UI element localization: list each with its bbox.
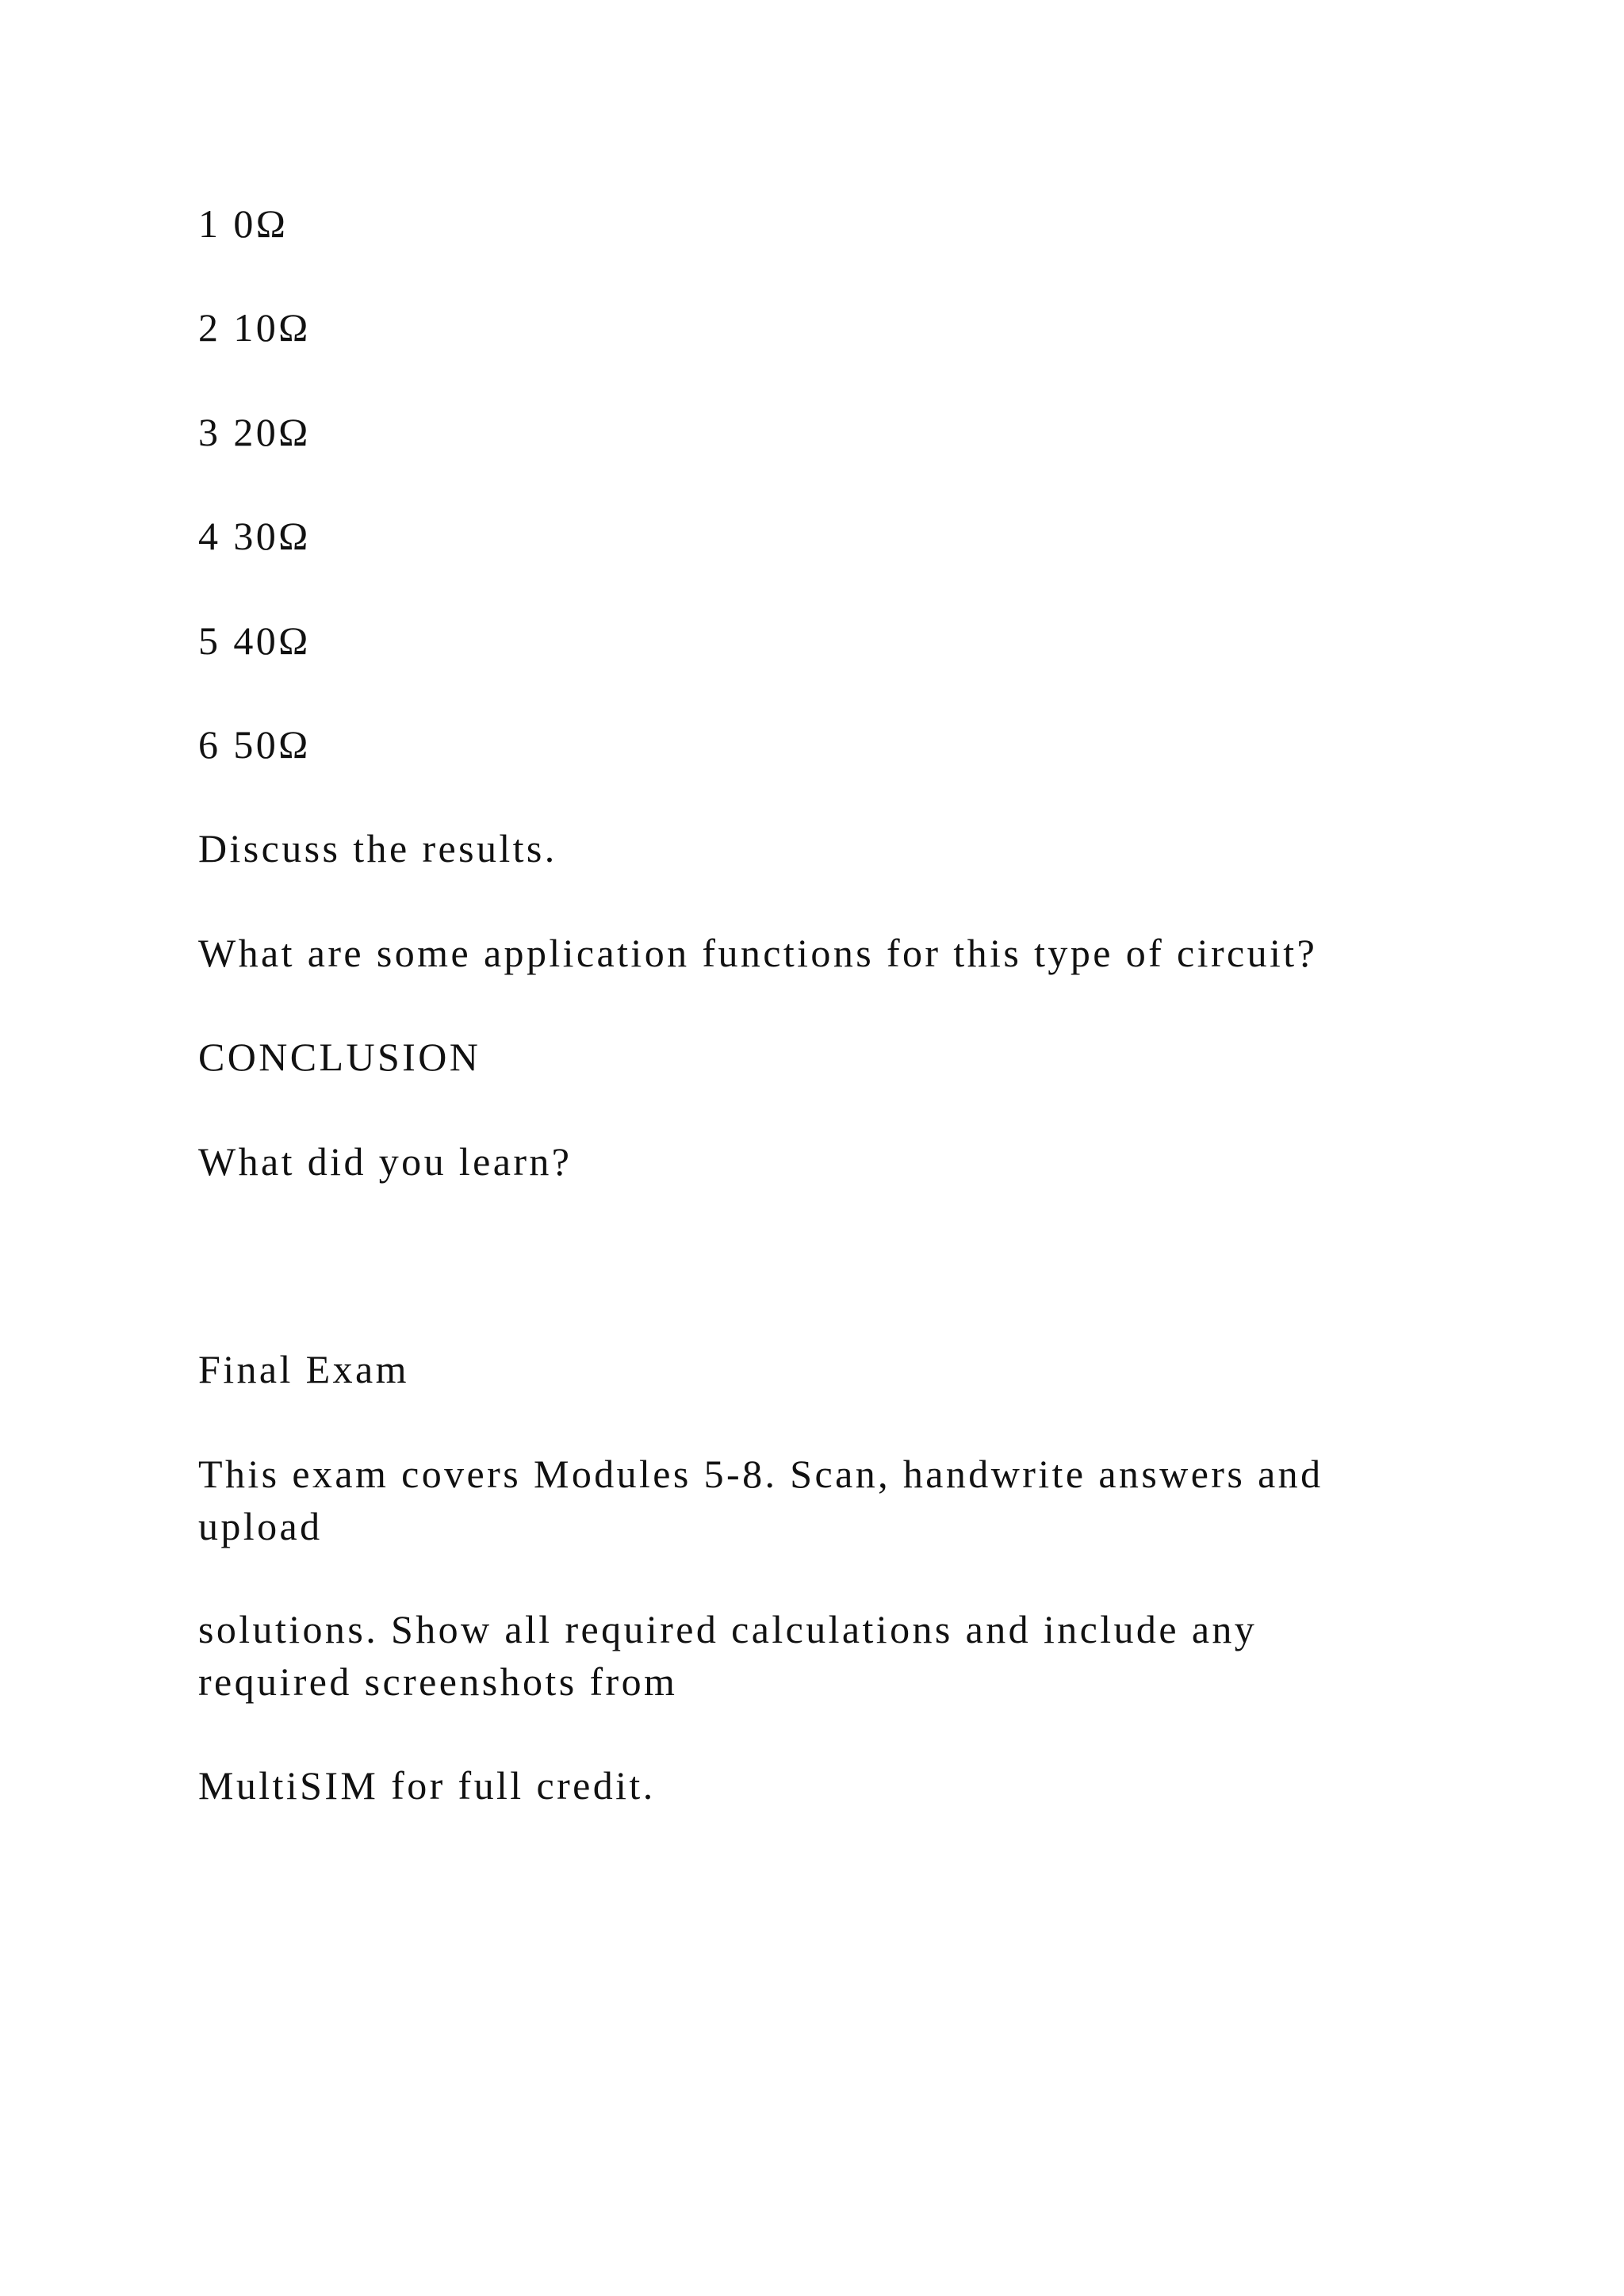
results-row-3 — [198, 407, 311, 457]
row-resistance: 20Ω — [233, 410, 311, 454]
results-row-2 — [198, 302, 311, 353]
discuss-results-prompt: Discuss the results. — [198, 826, 557, 871]
results-row-1 — [198, 198, 288, 249]
final-exam-text-line: required screenshots from — [198, 1659, 678, 1704]
results-row-6 — [198, 719, 311, 770]
row-index: 5 — [198, 618, 221, 663]
row-index: 3 — [198, 410, 221, 454]
row-resistance: 0Ω — [233, 201, 289, 246]
row-index: 6 — [198, 722, 221, 767]
conclusion-question: What did you learn? — [198, 1139, 573, 1184]
row-resistance: 30Ω — [233, 514, 311, 558]
applications-question: What are some application functions for this type of circuit? — [198, 931, 1318, 975]
final-exam-text-line: MultiSIM for full credit. — [198, 1763, 656, 1808]
row-index: 1 — [198, 201, 221, 246]
row-index: 2 — [198, 305, 221, 350]
row-index: 4 — [198, 514, 221, 558]
results-row-5 — [198, 615, 311, 666]
final-exam-text-line: This exam covers Modules 5-8. Scan, handwrite answers and — [198, 1452, 1323, 1496]
results-row-4 — [198, 511, 311, 561]
final-exam-text-line: solutions. Show all required calculations and include any — [198, 1607, 1258, 1651]
conclusion-heading: CONCLUSION — [198, 1035, 481, 1079]
row-resistance: 40Ω — [233, 618, 311, 663]
final-exam-text-line: upload — [198, 1504, 323, 1548]
row-resistance: 50Ω — [233, 722, 311, 767]
final-exam-heading: Final Exam — [198, 1347, 409, 1391]
row-resistance: 10Ω — [233, 305, 311, 350]
